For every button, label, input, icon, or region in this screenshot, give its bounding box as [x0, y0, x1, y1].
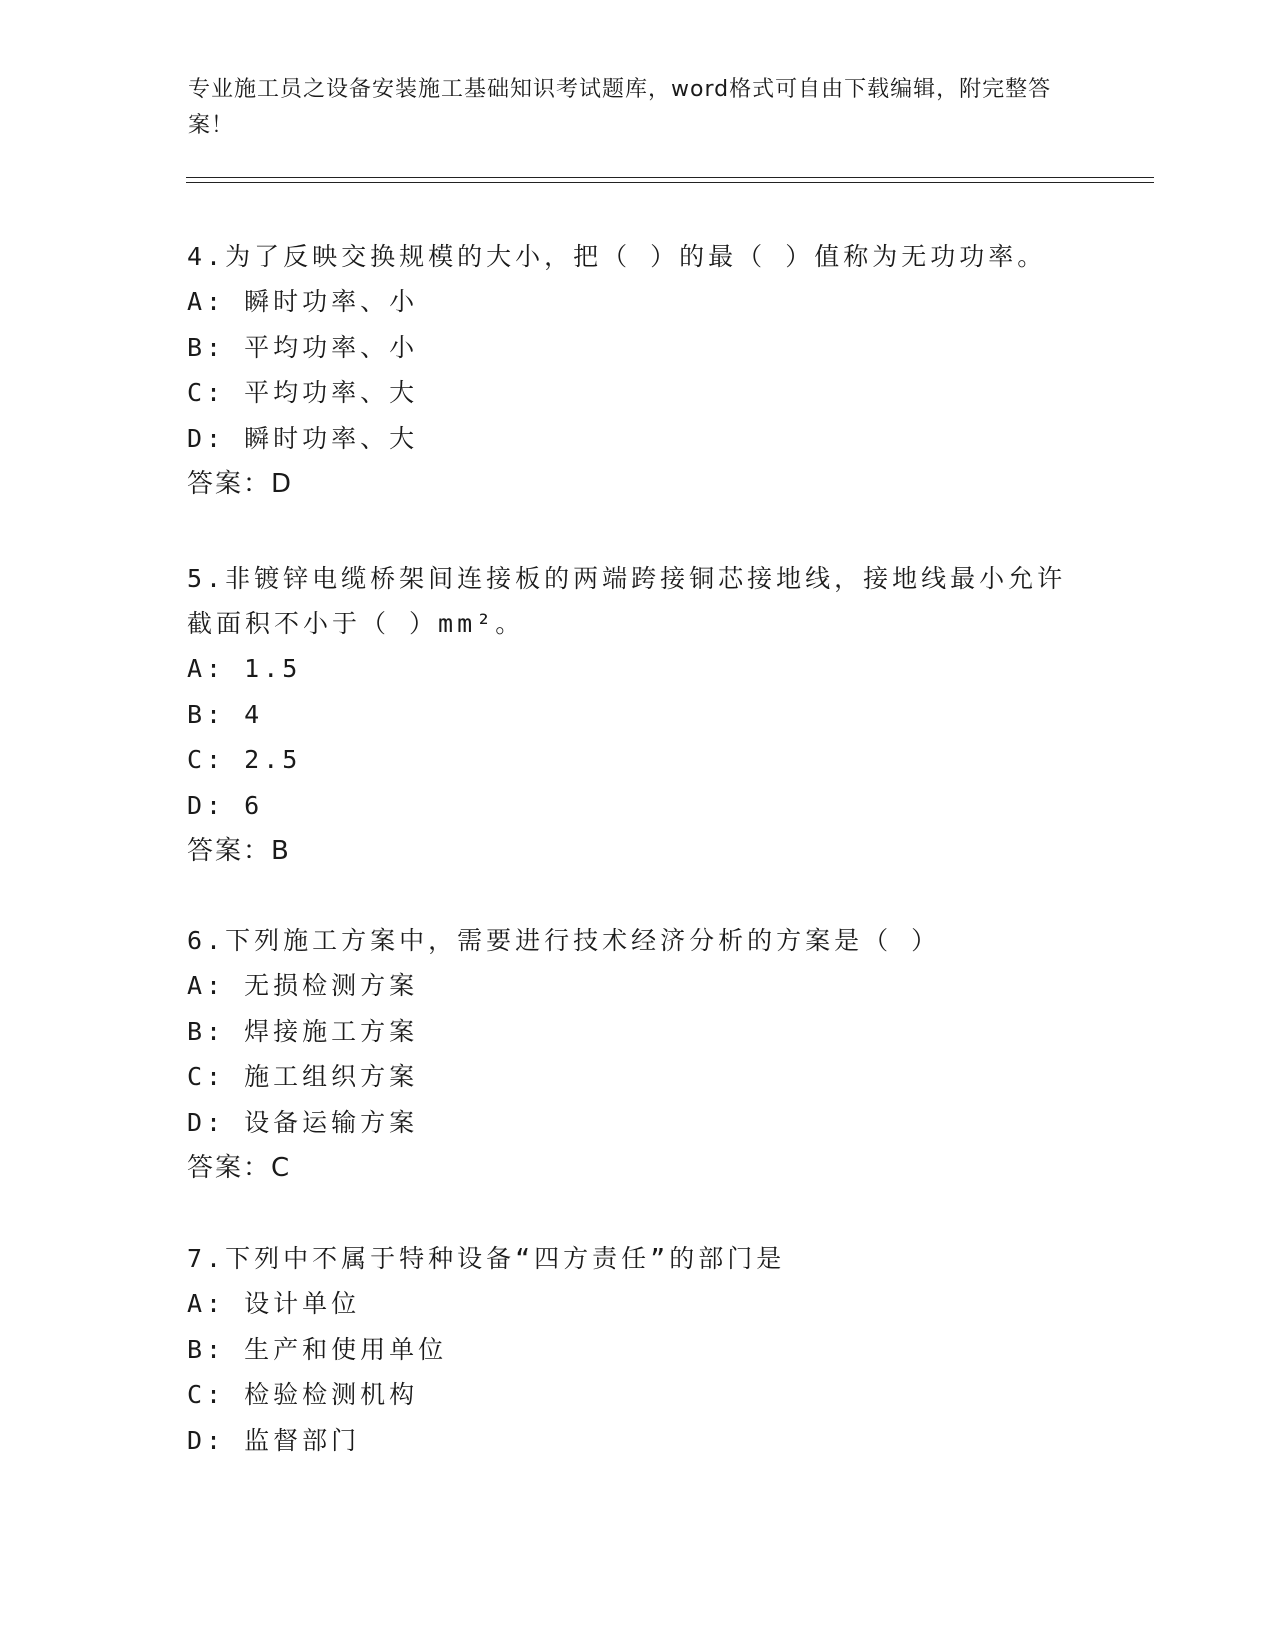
document-header: 专业施工员之设备安装施工基础知识考试题库，word格式可自由下载编辑，附完整答案！ — [188, 77, 1052, 138]
option-c — [187, 1054, 1087, 1100]
option-a — [187, 1281, 1087, 1327]
option-letter: A: — [187, 1289, 226, 1318]
option-letter: C: — [187, 378, 226, 407]
option-text: 监督部门 — [244, 1425, 361, 1455]
question-stem: 7.下列中不属于特种设备“四方责任”的部门是 — [187, 1244, 786, 1273]
question-block — [187, 234, 1087, 507]
option-text: 检验检测机构 — [244, 1380, 419, 1409]
option-text: 1.5 — [244, 654, 302, 683]
answer-line: 答案：C — [187, 1153, 292, 1183]
option-letter: A: — [187, 654, 226, 683]
option-a — [187, 279, 1087, 325]
header-divider-top — [186, 177, 1154, 178]
header-divider-bottom — [186, 182, 1154, 183]
option-d — [187, 783, 1087, 829]
option-letter: A: — [187, 287, 226, 316]
option-text: 平均功率、大 — [244, 378, 419, 407]
option-text: 平均功率、小 — [244, 332, 419, 362]
option-letter: A: — [187, 971, 226, 1000]
option-text: 瞬时功率、大 — [244, 423, 419, 453]
option-c — [187, 370, 1087, 416]
option-text: 设计单位 — [244, 1289, 361, 1318]
option-b — [187, 1327, 1087, 1373]
option-text: 施工组织方案 — [244, 1062, 419, 1091]
option-c — [187, 1372, 1087, 1418]
option-text: 2.5 — [244, 745, 302, 774]
option-letter: B: — [187, 699, 226, 729]
option-letter: D: — [187, 790, 226, 820]
option-text: 6 — [244, 790, 264, 820]
option-d — [187, 1100, 1087, 1146]
option-text: 设备运输方案 — [244, 1107, 419, 1137]
option-b — [187, 692, 1087, 738]
option-c — [187, 737, 1087, 783]
option-text: 焊接施工方案 — [244, 1016, 419, 1046]
question-block — [187, 918, 1087, 1191]
answer-line: 答案：B — [187, 836, 291, 866]
option-a — [187, 646, 1087, 692]
option-d — [187, 416, 1087, 462]
option-text: 无损检测方案 — [244, 971, 419, 1000]
option-b — [187, 1009, 1087, 1055]
option-d — [187, 1418, 1087, 1464]
question-block — [187, 556, 1087, 874]
question-stem: 5.非镀锌电缆桥架间连接板的两端跨接铜芯接地线，接地线最小允许截面积不小于（ ）mm²。 — [187, 564, 1067, 638]
option-a — [187, 963, 1087, 1009]
option-letter: C: — [187, 1062, 226, 1091]
option-letter: B: — [187, 1334, 226, 1364]
option-letter: B: — [187, 1016, 226, 1046]
option-text: 4 — [244, 699, 264, 729]
question-block — [187, 1236, 1087, 1463]
option-letter: D: — [187, 1425, 226, 1455]
answer-line: 答案：D — [187, 469, 294, 499]
question-stem: 4.为了反映交换规模的大小，把（ ）的最（ ）值称为无功功率。 — [187, 242, 1047, 271]
option-letter: D: — [187, 1107, 226, 1137]
question-stem: 6.下列施工方案中，需要进行技术经济分析的方案是（ ） — [187, 926, 941, 955]
option-b — [187, 325, 1087, 371]
option-letter: B: — [187, 332, 226, 362]
option-letter: D: — [187, 423, 226, 453]
option-letter: C: — [187, 1380, 226, 1409]
option-letter: C: — [187, 745, 226, 774]
option-text: 生产和使用单位 — [244, 1334, 448, 1364]
option-text: 瞬时功率、小 — [244, 287, 419, 316]
